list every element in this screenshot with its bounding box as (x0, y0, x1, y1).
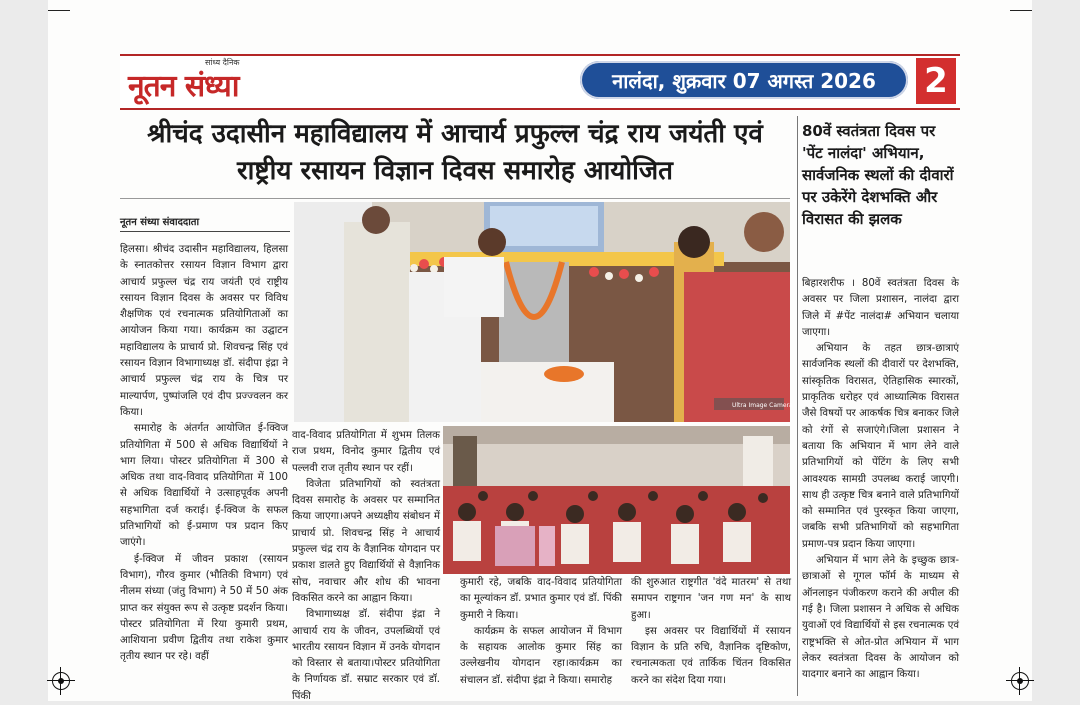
dateline-text: नालंदा, शुक्रवार 07 अगस्त 2026 (612, 68, 876, 93)
column-divider (797, 116, 798, 696)
story-column-2 (292, 428, 440, 702)
story-paragraph: कार्यक्रम के सफल आयोजन में विभाग के सहायक आलोक कुमार सिंह का उल्लेखनीय योगदान रहा।कार्यक्रम का संचालन डॉ. संदीपा इंद्रा ने किया। समारोह (460, 625, 622, 686)
side-story-headline: 80वें स्वतंत्रता दिवस पर 'पेंट नालंदा' अभियान, सार्वजनिक स्थलों की दीवारों पर उकेरेंगे देशभक्ति और विरासत की झलक (802, 122, 954, 228)
story-paragraph: ई-क्विज में जीवन प्रकाश (रसायन विभाग), गौरव कुमार (भौतिकी विभाग) एवं नीलम संध्या (जंतु विभाग) ने 50 में 50 अंक प्राप्त कर संयुक्त रूप से उत्कृष्ट प्रदर्शन किया। पोस्टर प्रतियोगिता में रिया कुमारी प्रथम, आशियाना प्रवीण द्वितीय तथा राकेश कुमार तृतीय स्थान पर रहे। वहीं (120, 553, 288, 663)
story-column-4 (631, 575, 791, 695)
trim-mark (1010, 10, 1032, 11)
masthead (120, 54, 960, 110)
story-paragraph: कुमारी रहे, जबकि वाद-विवाद प्रतियोगिता का मूल्यांकन डॉ. प्रभात कुमार एवं डॉ. पिंकी कुमारी ने किया। (460, 577, 622, 621)
side-story-paragraph: अभियान के तहत छात्र-छात्राएं सार्वजनिक स्थलों की दीवारों पर देशभक्ति, सांस्कृतिक विरासत, ऐतिहासिक स्मारकों, प्राकृतिक धरोहर एवं आध्यात्मिक विरासत जैसे विषयों पर आकर्षक चित्र बनाकर जिले को रंगों से सजाएंगे।जिला प्रशासन ने बताया कि अभियान में भाग लेने वाले प्रतिभागियों को पेंटिंग के लिए सभी आवश्यक सामग्री उपलब्ध कराई जाएगी। साथ ही उत्कृष्ट चित्र बनाने वाले प्रतिभागियों को सम्मानित एवं पुरस्कृत किया जाएगा, जबकि सभी प्रतिभागियों को सहभागिता प्रमाण-पत्र प्रदान किया जाएगा। (802, 343, 959, 550)
story-column-1 (120, 242, 288, 694)
side-story-paragraph: अभियान में भाग लेने के इच्छुक छात्र-छात्राओं से गूगल फॉर्म के माध्यम से ऑनलाइन पंजीकरण कराने की अपील की गई है। जिला प्रशासन ने अधिक से अधिक युवाओं एवं विद्यार्थियों से इस रचनात्मक एवं राष्ट्रभक्ति से ओत-प्रोत अभियान में भाग लेकर स्वतंत्रता दिवस के आयोजन को यादगार बनाने का आह्वान किया। (802, 555, 959, 681)
side-story-paragraph: बिहारशरीफ । 80वें स्वतंत्रता दिवस के अवसर पर जिला प्रशासन, नालंदा द्वारा जिले में #पेंट नालंदा# अभियान चलाया जाएगा। (802, 278, 959, 338)
dateline (580, 61, 908, 99)
masthead-tagline: सांध्य दैनिक (205, 58, 240, 67)
story-paragraph: की शुरुआत राष्ट्रगीत 'वंदे मातरम' से तथा समापन राष्ट्रगान 'जन गण मन' के साथ हुआ। (631, 577, 791, 621)
trim-mark (48, 10, 70, 11)
story-paragraph: विजेता प्रतिभागियों को स्वतंत्रता दिवस समारोह के अवसर पर सम्मानित किया जाएगा।अपने अध्यक्षीय संबोधन में प्राचार्य प्रो. शिवचन्द्र सिंह ने आचार्य प्रफुल्ल चंद्र राय के वैज्ञानिक योगदान पर प्रकाश डालते हुए विद्यार्थियों से वैज्ञानिक सोच, नवाचार और शोध की भावना विकसित करने का आह्वान किया। (292, 478, 440, 604)
story-column-3 (460, 575, 622, 695)
event-photo-inauguration (294, 202, 793, 422)
story-paragraph: समारोह के अंतर्गत आयोजित ई-क्विज प्रतियोगिता में 500 से अधिक विद्यार्थियों ने भाग लिया। पोस्टर प्रतियोगिता में 300 से अधिक तथा वाद-विवाद प्रतियोगिता में 100 से अधिक विद्यार्थियों ने उत्साहपूर्वक अपनी सहभागिता दर्ज कराई। ई-क्विज के सफल प्रतिभागियों को ई-प्रमाण पत्र प्रदान किए जाएंगे। (120, 423, 288, 549)
byline-rule (120, 231, 290, 232)
page-number: 2 (916, 58, 956, 104)
main-headline: श्रीचंद उदासीन महाविद्यालय में आचार्य प्रफुल्ल चंद्र राय जयंती एवं राष्ट्रीय रसायन विज्ञान दिवस समारोह आयोजित (147, 119, 763, 186)
side-story-body (802, 276, 959, 696)
story-paragraph: इस अवसर पर विद्यार्थियों में रसायन विज्ञान के प्रति रुचि, वैज्ञानिक दृष्टिकोण, रचनात्मकता एवं तार्किक चिंतन विकसित करने का संदेश दिया गया। (631, 625, 791, 686)
headline-divider (120, 198, 790, 199)
event-photo-audience (443, 426, 790, 574)
registration-mark-icon (1011, 672, 1029, 690)
byline: नूतन संध्या संवाददाता (120, 217, 200, 228)
registration-mark-icon (52, 672, 70, 690)
story-paragraph: विभागाध्यक्ष डॉ. संदीपा इंद्रा ने आचार्य राय के जीवन, उपलब्धियों एवं भारतीय रसायन विज्ञान में उनके योगदान को विस्तार से बताया।पोस्टर प्रतियोगिता के निर्णायक डॉ. सम्राट सरकार एवं डॉ. पिंकी (292, 609, 440, 702)
photo-watermark: Ultra Image Camera (732, 402, 793, 409)
masthead-brand: नूतन संध्या (128, 69, 239, 104)
story-paragraph: वाद-विवाद प्रतियोगिता में शुभम तिलक राज प्रथम, विनोद कुमार द्वितीय एवं पल्लवी राज तृतीय स्थान पर रहीं। (292, 430, 440, 474)
story-paragraph: हिलसा। श्रीचंद उदासीन महाविद्यालय, हिलसा के स्नातकोत्तर रसायन विज्ञान विभाग द्वारा आचार्य प्रफुल्ल चंद्र राय जयंती एवं राष्ट्रीय रसायन विज्ञान दिवस के अवसर पर विविध शैक्षणिक एवं रचनात्मक प्रतियोगिताओं का आयोजन किया गया। कार्यक्रम का उद्घाटन महाविद्यालय के प्राचार्य प्रो. शिवचन्द्र सिंह एवं रसायन विज्ञान विभागाध्यक्ष डॉ. संदीपा इंद्रा ने आचार्य प्रफुल्ल चंद्र राय के चित्र पर माल्यार्पण, पुष्पांजलि एवं दीप प्रज्ज्वलन कर किया। (120, 244, 288, 418)
